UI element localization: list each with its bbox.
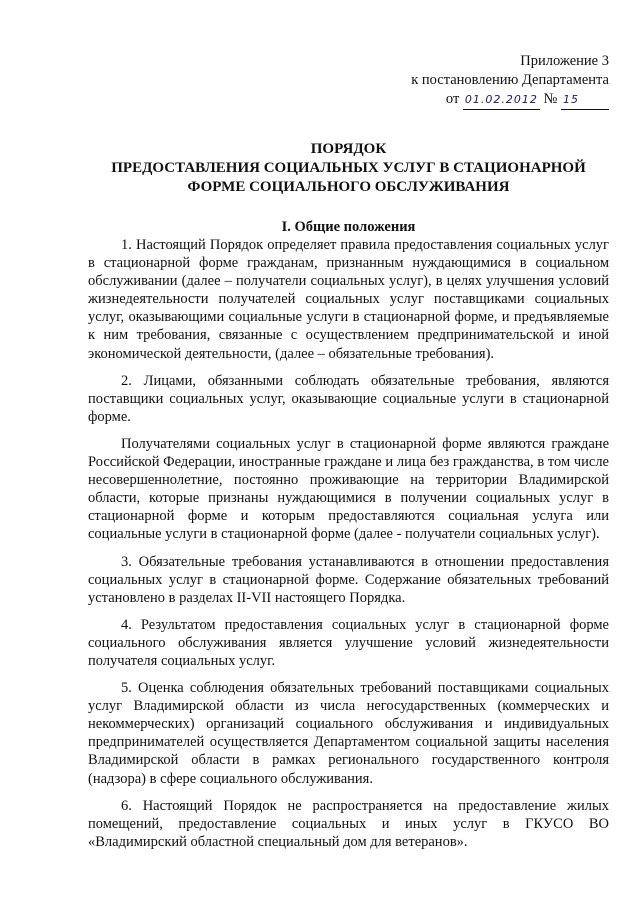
annex-resolution-ref: к постановлению Департамента [411, 72, 609, 88]
title-line-2: ПРЕДОСТАВЛЕНИЯ СОЦИАЛЬНЫХ УСЛУГ В СТАЦИОНАРНОЙ [111, 160, 586, 176]
document-title [88, 140, 609, 197]
paragraph-recipients: Получателями социальных услуг в стационарной форме являются граждане Российской Федерации, иностранные граждане и лица без гражданства, в том числе несовершеннолетние, постоянно проживающие на территории Владимирской области, которые признаны нуждающимися в получении социальных услуг в стационарной форме и которым предоставляются социальная услуга или социальные услуги в стационарной форме (далее - получатели социальных услуг). [88, 435, 609, 543]
annex-number: Приложение 3 [520, 53, 609, 69]
annex-header [88, 52, 609, 110]
handwritten-number: 15 [561, 90, 609, 110]
date-prefix: от [445, 91, 460, 107]
paragraph-4: 4. Результатом предоставления социальных услуг в стационарной форме социального обслуживания является улучшение условий жизнедеятельности получателя социальных услуг. [88, 616, 609, 669]
paragraph-6: 6. Настоящий Порядок не распространяется на предоставление жилых помещений, предоставление социальных и иных услуг в ГКУСО ВО «Владимирский областной специальный дом для ветеранов». [88, 797, 609, 850]
section-heading: I. Общие положения [281, 219, 416, 235]
paragraph-5: 5. Оценка соблюдения обязательных требований поставщиками социальных услуг Владимирской области из числа негосударственных (коммерческих и некоммерческих) организаций социального обслуживания и индивидуальных предпринимателей осуществляется Департаментом социальной защиты населения Владимирской области в рамках регионального государственного контроля (надзора) в сфере социального обслуживания. [88, 680, 609, 787]
paragraph-1: 1. Настоящий Порядок определяет правила предоставления социальных услуг в стационарной форме гражданам, признанным нуждающимися в социальном обслуживании (далее – получатели социальных услуг), в целях улучшения условий жизнедеятельности получателей социальных услуг поставщиками социальных услуг, оказывающими социальные услуги в стационарной форме, и предъявляемые к ним требования, связанные с осуществлением предпринимательской и иной экономической деятельности, (далее – обязательные требования). [88, 237, 609, 362]
title-line-3: ФОРМЕ СОЦИАЛЬНОГО ОБСЛУЖИВАНИЯ [187, 179, 510, 195]
number-prefix: № [543, 91, 558, 107]
paragraph-2: 2. Лицами, обязанными соблюдать обязательные требования, являются поставщики социальных услуг, оказывающие социальные услуги в стационарной форме. [88, 372, 609, 425]
title-line-1: ПОРЯДОК [310, 141, 387, 157]
annex-date-number-line [446, 90, 609, 110]
handwritten-date: 01.02.2012 [463, 90, 540, 110]
paragraph-3: 3. Обязательные требования устанавливаются в отношении предоставления социальных услуг в стационарной форме. Содержание обязательных требований установлено в разделах II-VII настоящего Порядка. [88, 553, 609, 606]
